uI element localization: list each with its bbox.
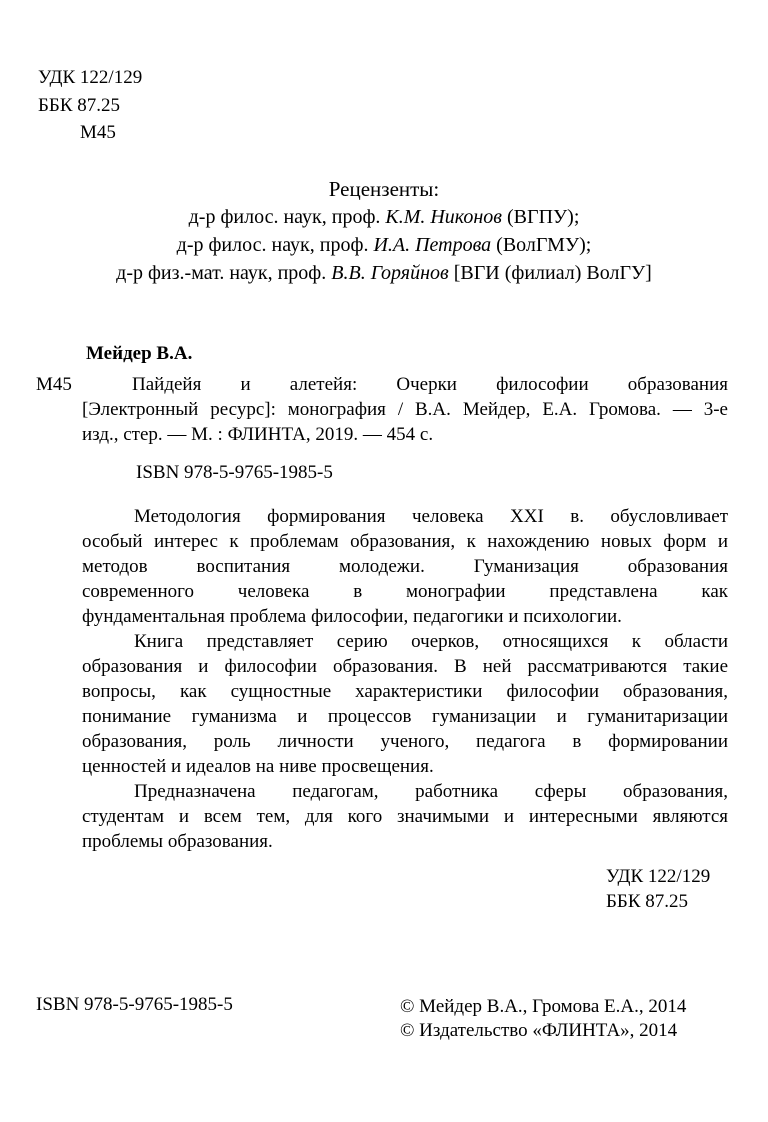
annotation-line: методов воспитания молодежи. Гуманизация образования	[82, 556, 728, 577]
reviewer-suffix: (ВГПУ);	[502, 206, 580, 228]
reviewer-line	[0, 203, 768, 231]
reviewer-name: В.В. Горяйнов	[331, 262, 449, 284]
catalog-isbn: ISBN 978-5-9765-1985-5	[136, 462, 333, 483]
reviewer-prefix: д-р физ.-мат. наук, проф.	[116, 262, 332, 284]
catalog-author-mark: М45	[36, 374, 72, 395]
reviewer-suffix: (ВолГМУ);	[491, 234, 592, 256]
reviewer-line	[0, 259, 768, 287]
annotation-line: образования, роль личности ученого, педагога в формировании	[82, 731, 728, 752]
bib-line: [Электронный ресурс]: монография / В.А. Мейдер, Е.А. Громова. — 3-е	[82, 399, 728, 420]
udk-classification: УДК 122/129	[606, 866, 711, 887]
reviewer-line	[0, 231, 768, 259]
footer-isbn: ISBN 978-5-9765-1985-5	[36, 994, 233, 1015]
reviewer-name: И.А. Петрова	[373, 234, 492, 256]
catalog-author: Мейдер В.А.	[86, 343, 193, 364]
annotation-line: Книга представляет серию очерков, относящихся к области	[134, 631, 728, 652]
bib-line: Пайдейя и алетейя: Очерки философии образования	[132, 374, 728, 395]
reviewers-block	[0, 175, 768, 287]
annotation-line: студентам и всем тем, для кого значимыми и интересными являются	[82, 806, 728, 827]
reviewer-prefix: д-р филос. наук, проф.	[188, 206, 386, 228]
reviewer-prefix: д-р филос. наук, проф.	[176, 234, 374, 256]
annotation-line: проблемы образования.	[82, 831, 273, 852]
copyright-publisher: © Издательство «ФЛИНТА», 2014	[400, 1020, 678, 1041]
annotation-line: Предназначена педагогам, работника сферы образования,	[134, 781, 728, 802]
annotation-line: вопросы, как сущностные характеристики философии образования,	[82, 681, 728, 702]
annotation-line: ценностей и идеалов на ниве просвещения.	[82, 756, 434, 777]
annotation-line: понимание гуманизма и процессов гуманизации и гуманитаризации	[82, 706, 728, 727]
copyright-authors: © Мейдер В.А., Громова Е.А., 2014	[400, 996, 687, 1017]
bbk-classification: ББК 87.25	[606, 891, 688, 912]
author-mark-header: М45	[80, 122, 116, 143]
annotation-line: особый интерес к проблемам образования, к нахождению новых форм и	[82, 531, 728, 552]
annotation-line: образования и философии образования. В ней рассматриваются такие	[82, 656, 728, 677]
bibliographic-description	[82, 372, 728, 447]
annotation-line: фундаментальная проблема философии, педагогики и психологии.	[82, 606, 622, 627]
bib-line: изд., стер. — М. : ФЛИНТА, 2019. — 454 с.	[82, 424, 434, 445]
bbk-header: ББК 87.25	[38, 95, 120, 116]
annotation-line: современного человека в монографии представлена как	[82, 581, 728, 602]
udk-header: УДК 122/129	[38, 67, 143, 88]
annotation	[82, 504, 728, 854]
annotation-line: Методология формирования человека XXI в. обусловливает	[134, 506, 728, 527]
reviewer-suffix: [ВГИ (филиал) ВолГУ]	[448, 262, 652, 284]
reviewers-title: Рецензенты:	[328, 177, 440, 201]
reviewer-name: К.М. Никонов	[385, 206, 502, 228]
